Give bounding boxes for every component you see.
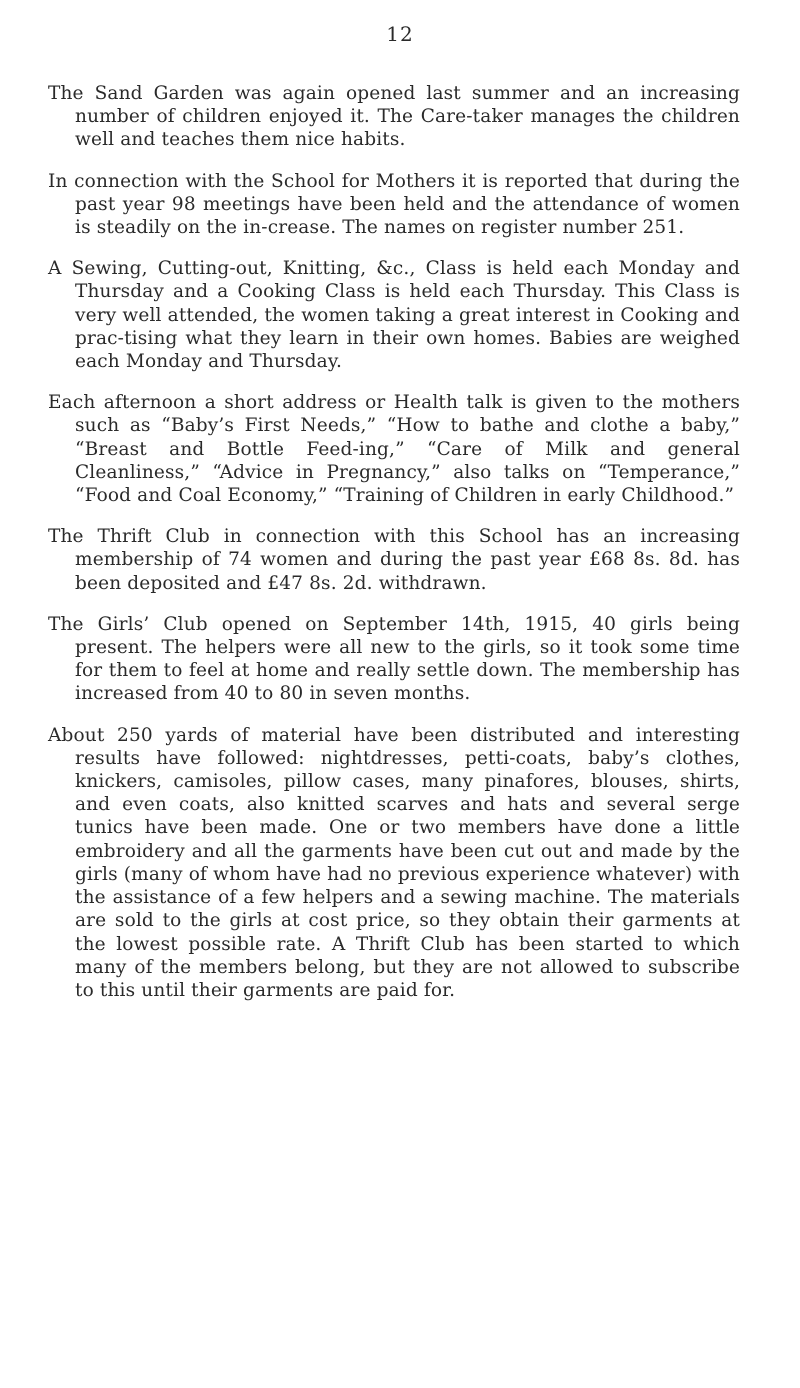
paragraph-thrift-club: The Thrift Club in connection with this School has an increasing membership of 74 women and during the past year £68 8s. 8d. has been deposited and £47 8s. 2d. withdrawn. [48,526,740,594]
paragraph-girls-club: The Girls’ Club opened on September 14th, 1915, 40 girls being present. The helpers were all new to the girls, so it took some time for them to feel at home and really settle down. The membership has increased from 40 to 80 in seven months. [48,613,740,705]
paragraph-sand-garden: The Sand Garden was again opened last summer and an increasing number of children enjoyed it. The Care-taker manages the children well and teaches them nice habits. [48,83,740,151]
document-body [48,82,740,1020]
paragraph-health-talks: Each afternoon a short address or Health talk is given to the mothers such as “Baby’s First Needs,” “How to bathe and clothe a baby,” “Breast and Bottle Feed-ing,” “Care of Milk and general Cleanliness,” “Advice in Pregnancy,” also talks on “Temperance,” “Food and Coal Economy,” “Training of Children in early Childhood.” [48,392,740,507]
paragraph-materials: About 250 yards of material have been distributed and interesting results have followed: nightdresses, petti-coats, baby’s clothes, knickers, camisoles, pillow cases, many pinafores, blouses, shirts, and even coats, also knitted scarves and hats and several serge tunics have been made. One or two members have done a little embroidery and all the garments have been cut out and made by the girls (many of whom have had no previous experience whatever) with the assistance of a few helpers and a sewing machine. The materials are sold to the girls at cost price, so they obtain their garments at the lowest possible rate. A Thrift Club has been started to which many of the members belong, but they are not allowed to subscribe to this until their garments are paid for. [48,724,740,1001]
page-number: 12 [386,22,414,46]
paragraph-school-for-mothers: In connection with the School for Mothers it is reported that during the past year 98 meetings have been held and the attendance of women is steadily on the in-crease. The names on register number 251. [48,170,740,239]
paragraph-sewing-class: A Sewing, Cutting-out, Knitting, &c., Class is held each Monday and Thursday and a Cooking Class is held each Thursday. This Class is very well attended, the women taking a great interest in Cooking and prac-tising what they learn in their own homes. Babies are weighed each Monday and Thursday. [48,258,740,373]
